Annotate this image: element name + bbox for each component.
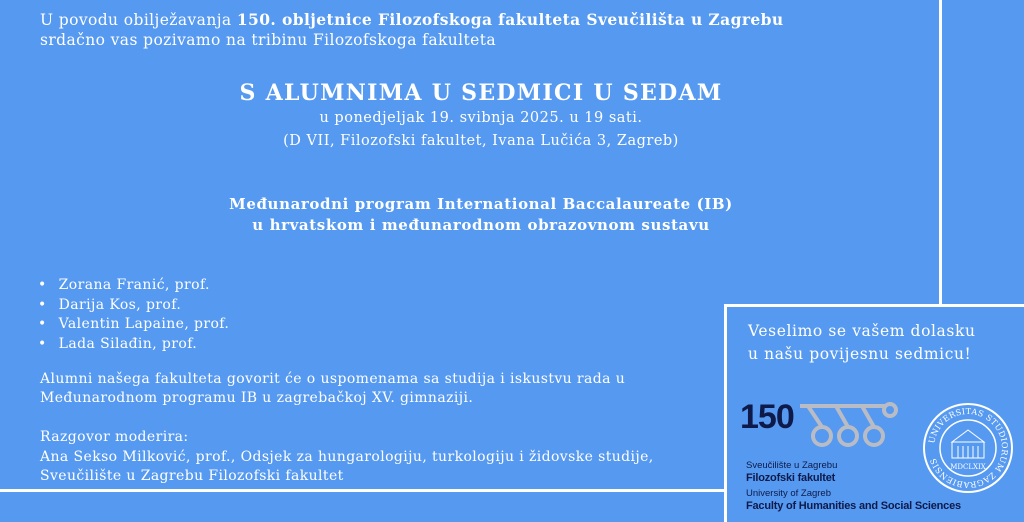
event-date: u ponedjeljak 19. svibnja 2025. u 19 sati. bbox=[319, 110, 643, 126]
alumni-description bbox=[40, 370, 680, 408]
intro-line-1 bbox=[40, 10, 920, 30]
frame-line-horizontal bbox=[0, 489, 724, 492]
anniversary-150-logo bbox=[740, 396, 900, 456]
topic-line-2: u hrvatskom i međunarodnom obrazovnom sustavu bbox=[252, 216, 710, 234]
topic-heading bbox=[0, 194, 962, 236]
speaker-list bbox=[38, 276, 229, 354]
intro-text bbox=[40, 10, 920, 50]
seal-building bbox=[952, 430, 984, 458]
logo-hr-faculty: Filozofski fakultet bbox=[746, 472, 836, 484]
frame-line-vertical bbox=[939, 0, 942, 304]
logo-number: 150 bbox=[740, 398, 794, 436]
moderator-label: Razgovor moderira: bbox=[40, 429, 189, 445]
welcome-line-2: u našu povijesnu sedmicu! bbox=[748, 345, 972, 363]
event-title: S ALUMNIMA U SEDMICI U SEDAM bbox=[239, 80, 723, 106]
speaker-item: • Zorana Franić, prof. bbox=[38, 276, 229, 296]
logo-hr-university: Sveučilište u Zagrebu bbox=[746, 460, 838, 471]
intro-prefix: U povodu obilježavanja bbox=[40, 11, 232, 29]
intro-anniversary: 150. obljetnice Filozofskoga fakulteta Sveučilišta u Zagrebu bbox=[236, 10, 784, 29]
seal-ring-text: UNIVERSITAS STUDIORUM ZAGRABIENSIS bbox=[926, 405, 1011, 491]
speaker-item: • Valentin Lapaine, prof. bbox=[38, 315, 229, 335]
topic-line-1: Međunarodni program International Baccalaureate (IB) bbox=[229, 195, 733, 213]
alumni-line-2: Međunarodnom programu IB u zagrebačkoj XV. gimnaziji. bbox=[40, 390, 474, 406]
welcome-line-1: Veselimo se vašem dolasku bbox=[748, 322, 976, 340]
welcome-message bbox=[748, 320, 1008, 366]
moderator-line-2: Sveučilište u Zagrebu Filozofski fakultet bbox=[40, 468, 344, 484]
speaker-item: • Darija Kos, prof. bbox=[38, 296, 229, 316]
logo-en-faculty: Faculty of Humanities and Social Sciences bbox=[746, 500, 961, 512]
logo-en-university: University of Zagreb bbox=[746, 488, 832, 499]
moderator-block bbox=[40, 428, 700, 486]
event-location: (D VII, Filozofski fakultet, Ivana Lučića 3, Zagreb) bbox=[283, 133, 679, 149]
moderator-line-1: Ana Sekso Milković, prof., Odsjek za hungarologiju, turkologiju i židovske studije, bbox=[40, 449, 654, 465]
seal-year: MDCLXIX bbox=[950, 463, 986, 471]
intro-line-2: srdačno vas pozivamo na tribinu Filozofskoga fakulteta bbox=[40, 31, 496, 49]
speaker-item: • Lada Silađin, prof. bbox=[38, 335, 229, 355]
alumni-line-1: Alumni našega fakulteta govorit će o uspomenama sa studija i iskustvu rada u bbox=[40, 371, 626, 387]
university-seal bbox=[922, 402, 1014, 494]
logo-ornament bbox=[800, 404, 896, 445]
